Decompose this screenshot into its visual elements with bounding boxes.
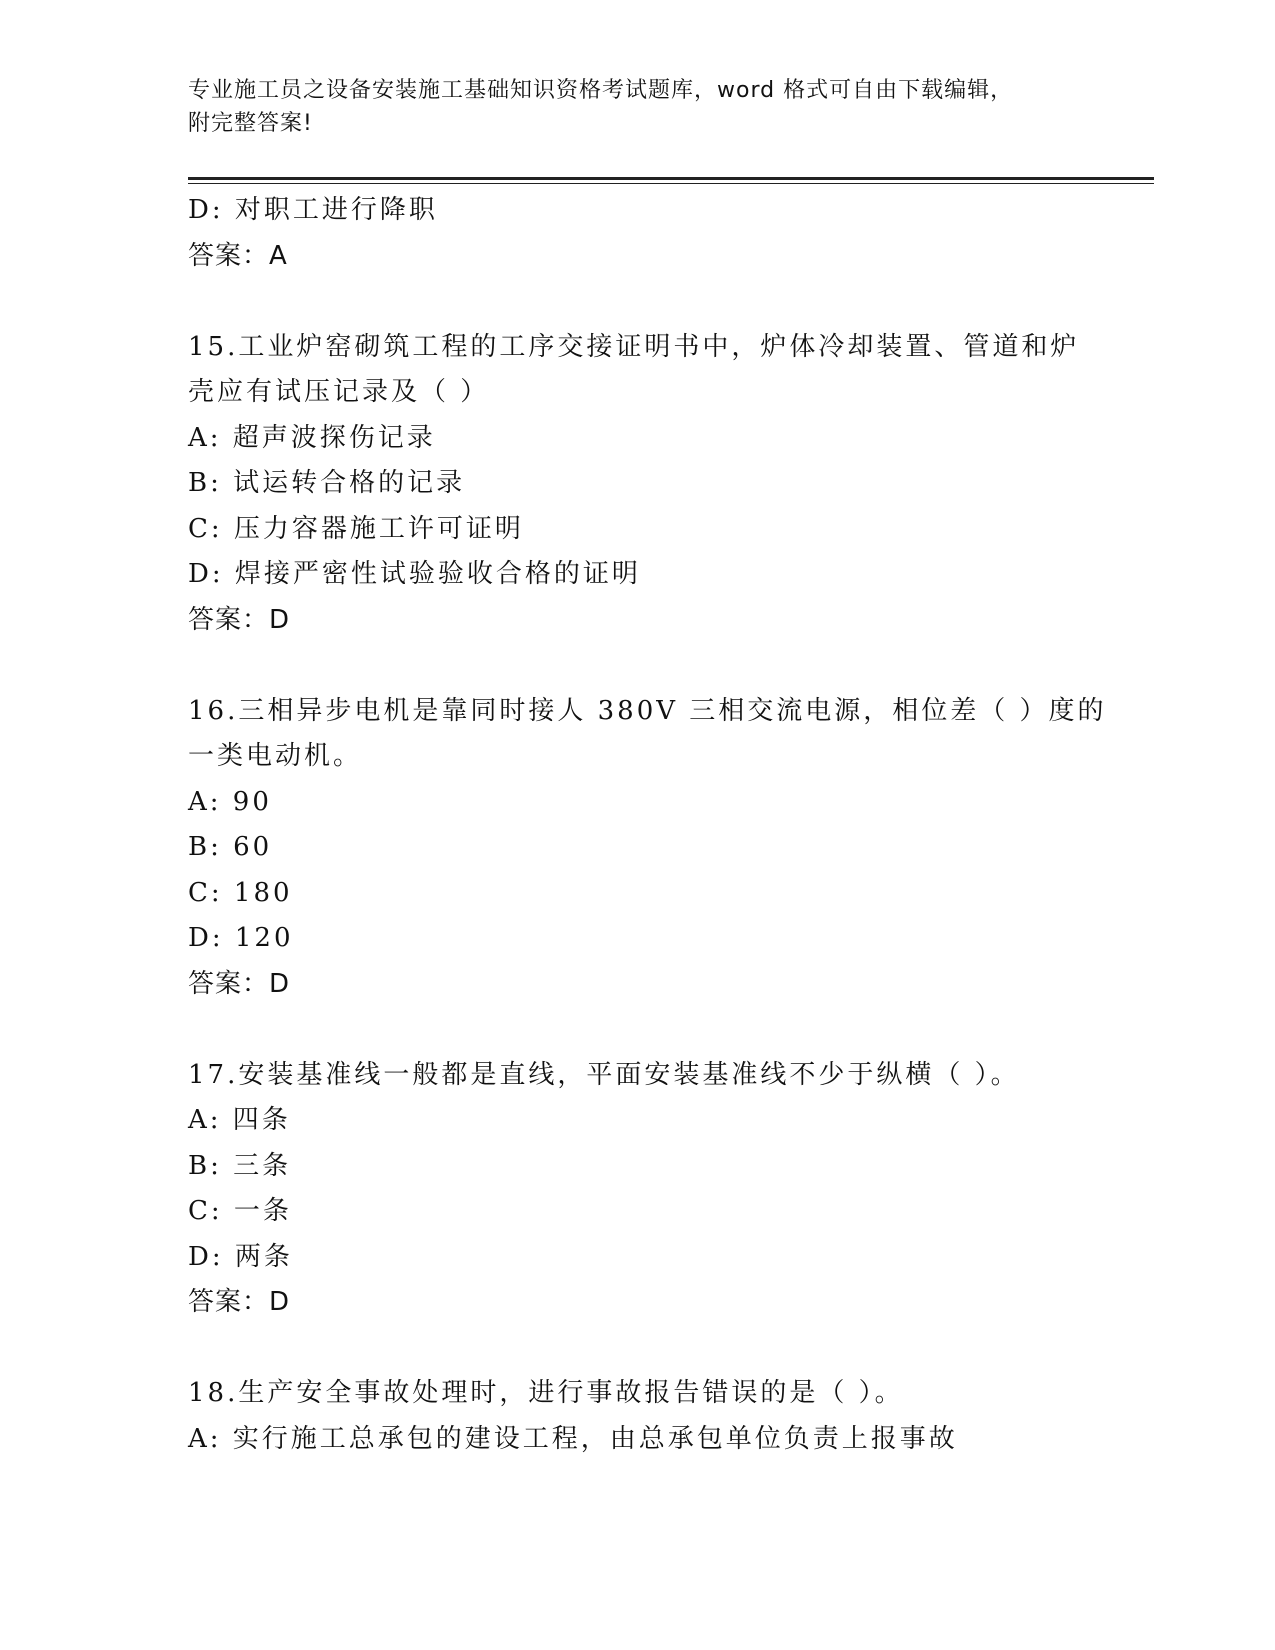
answer: 答案：D	[188, 1287, 291, 1317]
question-16	[188, 689, 1107, 1008]
question-stem: 18.生产安全事故处理时，进行事故报告错误的是（ ）。	[188, 1378, 904, 1408]
option-c: C: 压力容器施工许可证明	[188, 513, 524, 544]
option-a: A: 实行施工总承包的建设工程，由总承包单位负责上报事故	[188, 1423, 958, 1454]
previous-question-tail	[188, 188, 1088, 279]
option-a: A: 超声波探伤记录	[188, 422, 436, 453]
question-18	[188, 1371, 1088, 1462]
spacer	[188, 1007, 1088, 1053]
document-header	[188, 74, 1108, 140]
header-divider-thick	[188, 177, 1154, 180]
option-b: B: 60	[188, 832, 273, 862]
header-line-2: 附完整答案!	[188, 111, 313, 136]
answer: 答案：A	[188, 240, 288, 271]
option-c: C: 180	[188, 877, 293, 908]
header-divider-thin	[188, 183, 1154, 184]
question-stem: 16.三相异步电机是靠同时接人 380V 三相交流电源，相位差（ ）度的	[188, 695, 1107, 726]
option-a: A: 90	[188, 786, 272, 817]
answer: 答案：D	[188, 604, 291, 635]
question-stem-continued: 一类电动机。	[188, 741, 363, 771]
question-15	[188, 325, 1088, 644]
question-stem-continued: 壳应有试压记录及（ ）	[188, 377, 490, 407]
answer: 答案：D	[188, 968, 291, 999]
option-b: B: 三条	[188, 1150, 292, 1181]
option-d: D: 焊接严密性试验验收合格的证明	[188, 559, 641, 589]
spacer	[188, 279, 1088, 325]
spacer	[188, 643, 1088, 689]
header-line-1: 专业施工员之设备安装施工基础知识资格考试题库，word 格式可自由下载编辑，	[188, 78, 1014, 103]
option-a: A: 四条	[188, 1105, 291, 1135]
question-list	[188, 188, 1107, 1462]
option-d: D: 两条	[188, 1241, 293, 1272]
option-d: D: 120	[188, 923, 294, 953]
spacer	[188, 1326, 1088, 1372]
option-b: B: 试运转合格的记录	[188, 468, 466, 498]
question-17	[188, 1053, 1088, 1326]
option-d: D: 对职工进行降职	[188, 195, 438, 225]
question-stem: 15.工业炉窑砌筑工程的工序交接证明书中，炉体冷却装置、管道和炉	[188, 331, 1080, 362]
option-c: C: 一条	[188, 1196, 292, 1226]
question-stem: 17.安装基准线一般都是直线，平面安装基准线不少于纵横（ ）。	[188, 1059, 1020, 1090]
